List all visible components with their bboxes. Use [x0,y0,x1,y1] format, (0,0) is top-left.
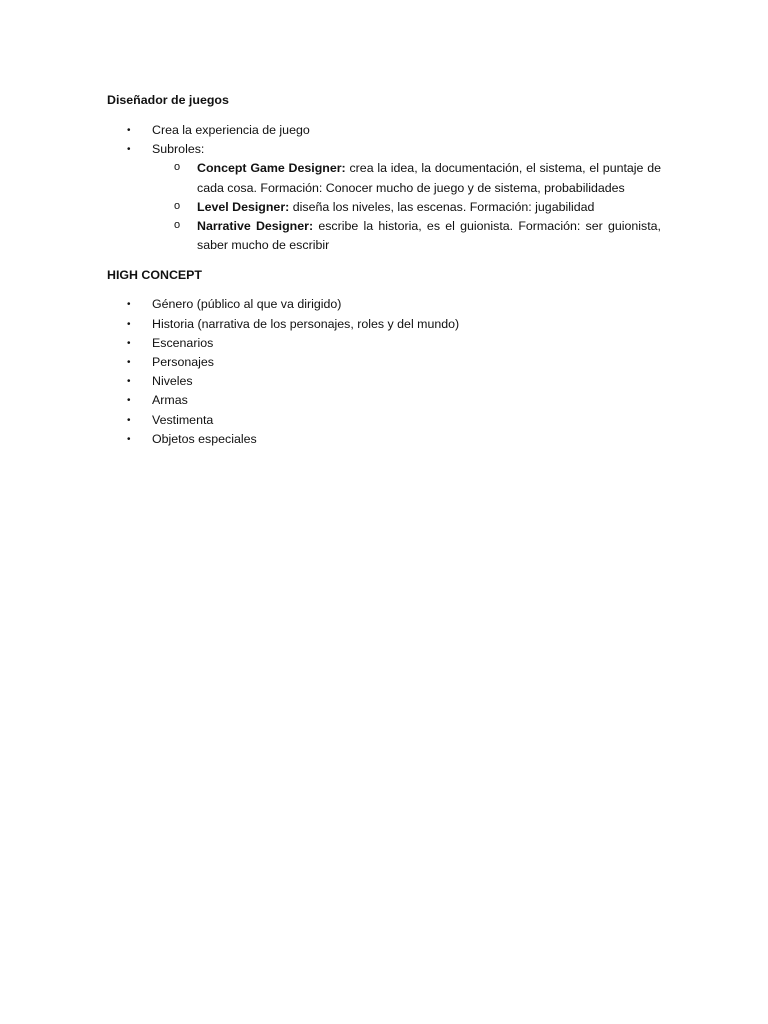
list-item-text: Armas [152,393,188,408]
subrole-term: Concept Game Designer: [197,161,346,176]
subrole-description: diseña los niveles, las escenas. Formación: jugabilidad [292,199,595,214]
bullet-icon: • [127,357,131,369]
circle-bullet-icon: o [174,219,181,232]
list-item-text: Historia (narrativa de los personajes, roles y del mundo) [152,316,460,331]
document-content [107,91,661,449]
subrole-item [152,159,661,197]
bullet-icon: • [127,318,131,330]
section-heading-high-concept: HIGH CONCEPT [107,268,202,283]
bullet-icon: • [127,299,131,311]
circle-bullet-icon: o [174,199,181,212]
list-item-text: Subroles: [152,142,205,157]
bullet-icon: • [127,395,131,407]
subrole-term: Level Designer: [197,199,290,214]
high-concept-list [107,295,661,449]
subrole-item [152,217,661,255]
subrole-term: Narrative Designer: [197,219,314,234]
list-item [107,315,661,334]
bullet-icon: • [127,337,131,349]
list-item [107,334,661,353]
list-item [107,121,661,140]
bullet-icon: • [127,144,131,156]
list-item-text: Objetos especiales [152,431,257,446]
list-item [107,353,661,372]
list-item [107,411,661,430]
section-heading-disenador: Diseñador de juegos [107,93,229,107]
list-item [107,295,661,314]
list-item-text: Vestimenta [152,412,214,427]
disenador-list [107,121,661,255]
list-item-text: Personajes [152,355,214,370]
circle-bullet-icon: o [174,161,181,174]
list-item-text: Género (público al que va dirigido) [152,297,342,312]
list-item [107,391,661,410]
subrole-item [152,198,661,217]
list-item [107,372,661,391]
subrole-description: crea la idea, la documentación, el sistema, el puntaje de cada cosa. Formación: Conocer mucho de juego y de sistema, probabilidades [197,161,661,195]
list-item-text: Niveles [152,374,193,389]
bullet-icon: • [127,376,131,388]
list-item [107,140,661,255]
list-item [107,430,661,449]
bullet-icon: • [127,433,131,445]
bullet-icon: • [127,125,131,136]
subrole-description: escribe la historia, es el guionista. Formación: ser guionista, saber mucho de escribir [197,219,661,253]
bullet-icon: • [127,414,131,426]
list-item-text: Crea la experiencia de juego [152,123,310,137]
subroles-list [152,159,661,255]
list-item-text: Escenarios [152,335,214,350]
